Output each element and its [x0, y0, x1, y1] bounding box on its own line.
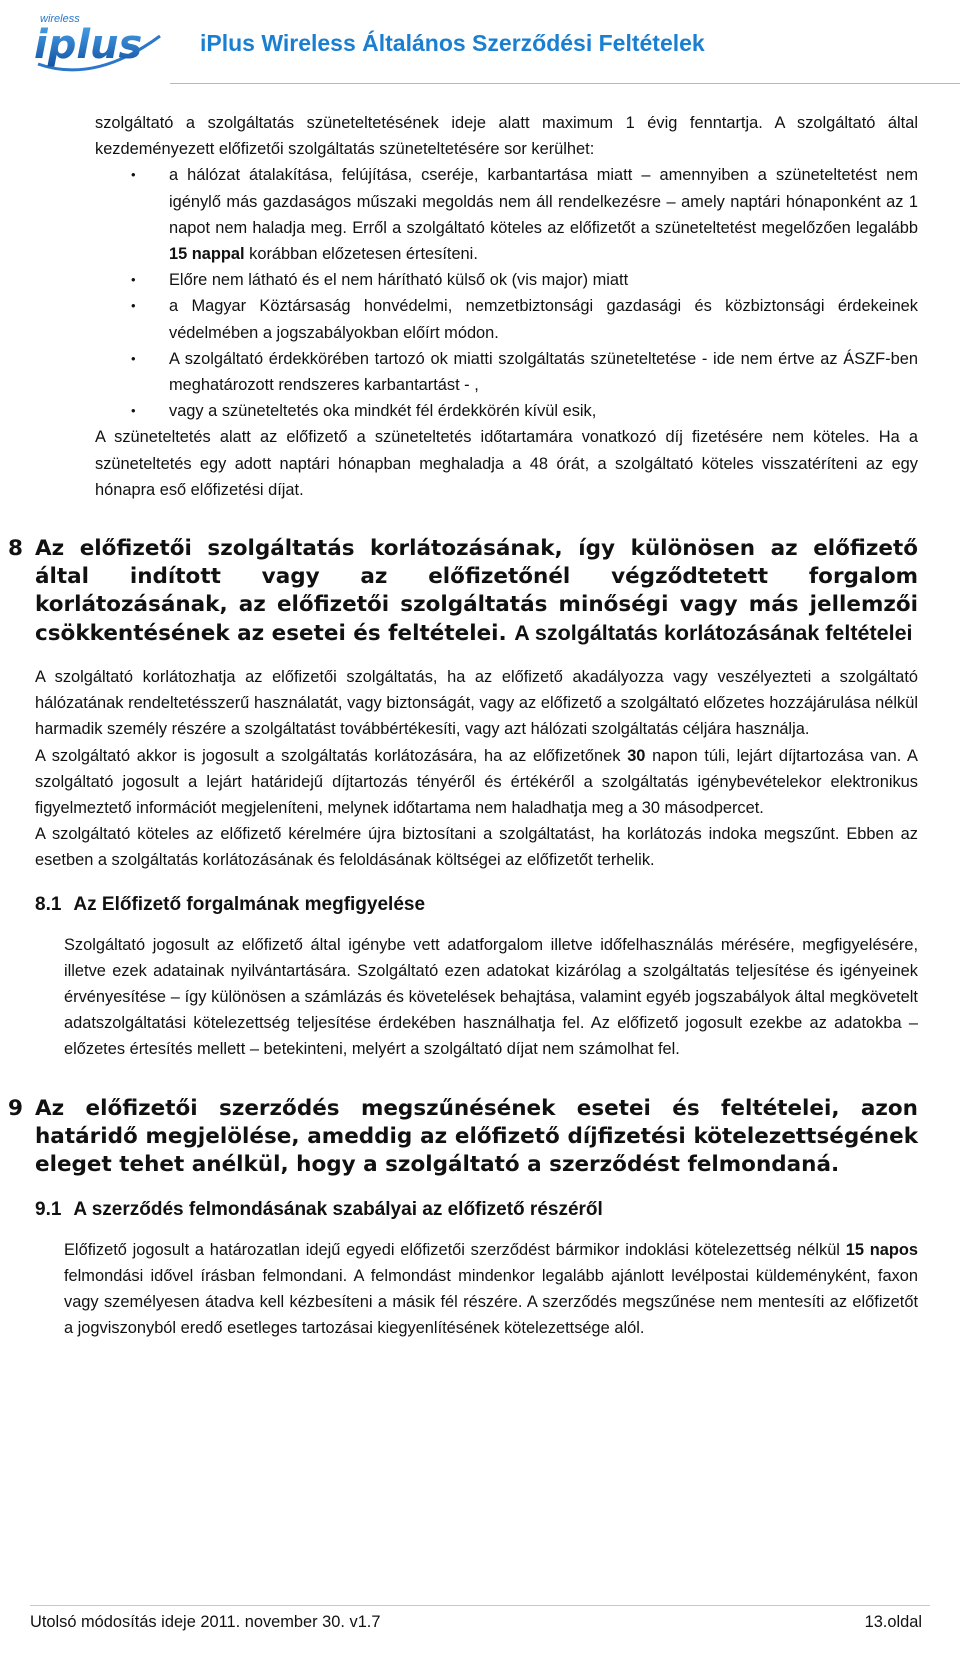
section-8-heading: 8 Az előfizetői szolgáltatás korlátozásának, így különösen az előfizető által indított vagy az előfizetőnél végződtetett forgalom korlátozásának, az előfizetői szolgáltatás minőségi vagy más jellemzői csökkentésének az esetei és feltételei. A szolgáltatás korlátozásának feltételei — [8, 536, 918, 647]
document-body — [0, 110, 960, 1342]
closing-paragraph: A szüneteltetés alatt az előfizető a szüneteltetés időtartamára vonatkozó díj fizetésére nem köteles. Ha a szüneteltetés egy adott naptári hónapban meghaladja a 48 órát, a szolgáltató köteles visszatéríteni az egy hónapra eső előfizetési díjat. — [95, 428, 918, 499]
bullet-item: • vagy a szüneteltetés oka mindkét fél érdekkörén kívül esik, — [169, 398, 918, 424]
document-title: iPlus Wireless Általános Szerződési Feltételek — [200, 30, 705, 56]
section-8-paragraph: A szolgáltató korlátozhatja az előfizetői szolgáltatás, ha az előfizető akadályozza vagy veszélyezteti a szolgáltató hálózatának rendeltetésszerű használatát, vagy biztonságát, vagy az előfizető a szolgáltató előzetes hozzájárulása nélkül harmadik személy részére a szolgáltatást továbbértékesíti, vagy azt hálózati szolgáltatás céljára használja. — [35, 668, 918, 739]
section-9-heading: 9 Az előfizetői szerződés megszűnésének esetei és feltételei, azon határidő megjelölése, ameddig az előfizető díjfizetési kötelezettségének eleget tehet anélkül, hogy a szolgáltató a szerződést felmondaná. — [8, 1095, 918, 1177]
section-8-1-paragraph: Szolgáltató jogosult az előfizető által igénybe vett adatforgalom illetve időfelhasználás mérésére, megfigyelésére, illetve ezek adatainak nyilvántartására. Szolgáltató ezen adatokat kizárólag a szolgáltatás teljesítése és igényeinek érvényesítése – így különösen a számlázás és követelések behajtása, valamint egyéb jogszabályok által megkövetelt adatszolgáltatási kötelezettség teljesítése érdekében használhatja fel. Az előfizető jogosult ezekbe az adatokba – előzetes értesítés mellett – betekinteni, melyért a szolgáltató díjat nem számolhat fel. — [64, 935, 918, 1059]
page-header — [0, 0, 960, 92]
iplus-logo — [20, 6, 170, 80]
bullet-item: • A szolgáltató érdekkörében tartozó ok miatti szolgáltatás szüneteltetése - ide nem értve az ÁSZF-ben meghatározott rendszeres karbantartást - , — [169, 346, 918, 398]
intro-paragraph: szolgáltató a szolgáltatás szüneteltetésének ideje alatt maximum 1 évig fenntartja. A szolgáltató által kezdeményezett előfizetői szolgáltatás szüneteltetésére sor kerülhet: — [95, 114, 918, 159]
section-8-paragraph: A szolgáltató köteles az előfizető kérelmére újra biztosítani a szolgáltatást, ha korlátozás indoka megszűnt. Ebben az esetben a szolgáltatás korlátozásának és feloldásának költségei az előfizetőt terhelik. — [35, 825, 918, 870]
logo-iplus-text: iplus — [34, 22, 143, 68]
section-8-paragraph: A szolgáltató akkor is jogosult a szolgáltatás korlátozására, ha az előfizetőnek 30 napon túli, lejárt díjtartozása van. A szolgáltató jogosult a lejárt határidejű díjtartozás tényéről és értékéről a szolgáltatás igénybevételekor elektronikus figyelmeztető információt megjeleníteni, melynek időtartama nem haladhatja meg a 30 másodpercet. — [35, 746, 918, 818]
page-number: 13.oldal — [864, 1613, 922, 1631]
section-9-1-heading: 9.1 A szerződés felmondásának szabályai az előfizető részéről — [35, 1198, 603, 1220]
bullet-item: • a hálózat átalakítása, felújítása, cseréje, karbantartása miatt – amennyiben a szüneteltetést nem igénylő más gazdaságos műszaki megoldás nem áll rendelkezésre – amely naptári hónaponként az 1 napot nem haladja meg. Erről a szolgáltató köteles az előfizetőt a szüneteltetést megelőzően legalább 15 nappal korábban előzetesen értesíteni. — [169, 162, 918, 267]
section-9-1-paragraph: Előfizető jogosult a határozatlan idejű egyedi előfizetői szerződést bármikor indoklási kötelezettség nélkül 15 napos felmondási idővel írásban felmondani. A felmondást mindenkor legalább ajánlott levélpostai küldeményként, faxon vagy személyesen átadva kell kézbesíteni a másik fél részére. A szerződés megszűnése nem mentesíti az előfizetőt a jogviszonyból eredő esetleges tartozásai kiegyenlítésének kötelezettsége alól. — [64, 1240, 918, 1338]
bullet-item: • Előre nem látható és el nem hárítható külső ok (vis major) miatt — [169, 267, 918, 293]
bullet-item: • a Magyar Köztársaság honvédelmi, nemzetbiztonsági gazdasági és közbiztonsági érdekeinek védelmében a jogszabályokban előírt módon. — [169, 293, 918, 345]
logo-wireless-text: wireless — [40, 13, 80, 25]
header-divider — [170, 83, 960, 84]
footer-divider — [30, 1605, 930, 1606]
footer-modified-date: Utolsó módosítás ideje 2011. november 30. v1.7 — [30, 1613, 381, 1631]
section-8-1-heading: 8.1 Az Előfizető forgalmának megfigyelése — [35, 893, 426, 915]
